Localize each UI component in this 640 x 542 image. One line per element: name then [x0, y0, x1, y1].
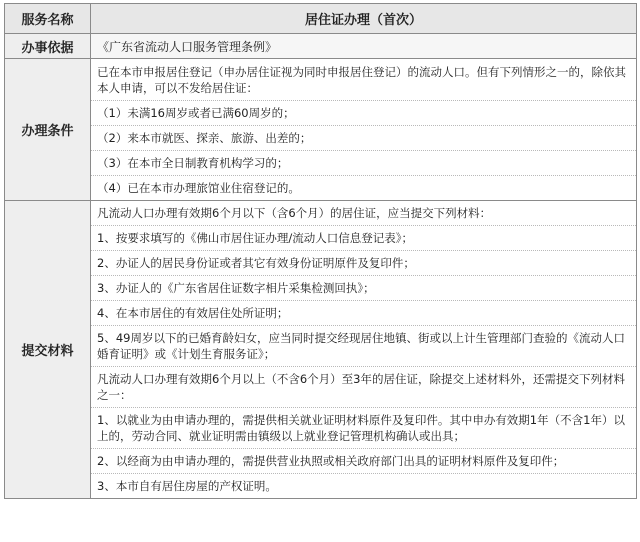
condition-item: （3）在本市全日制教育机构学习的； [91, 151, 636, 176]
material-item: 2、以经商为由申请办理的，需提供营业执照或相关政府部门出具的证明材料原件及复印件； [91, 449, 636, 474]
material-item: 1、按要求填写的《佛山市居住证办理/流动人口信息登记表》； [91, 226, 636, 251]
conditions-row [5, 59, 637, 201]
material-item: 2、办证人的居民身份证或者其它有效身份证明原件及复印件； [91, 251, 636, 276]
material-item: 凡流动人口办理有效期6个月以下（含6个月）的居住证，应当提交下列材料： [91, 201, 636, 226]
condition-item: （4）已在本市办理旅馆业住宿登记的。 [97, 181, 300, 195]
conditions-content [91, 59, 637, 201]
condition-item: 已在本市申报居住登记（申办居住证视为同时申报居住登记）的流动人口。但有下列情形之一的，除依其本人申请，可以不发给居住证： [91, 59, 636, 101]
condition-item: （2）来本市就医、探亲、旅游、出差的； [91, 126, 636, 151]
header-service-name-label: 服务名称 [5, 4, 91, 34]
material-item: 4、在本市居住的有效居住处所证明； [91, 301, 636, 326]
conditions-label: 办理条件 [5, 59, 91, 201]
basis-value: 《广东省流动人口服务管理条例》 [91, 34, 637, 59]
material-item: 1、以就业为由申请办理的，需提供相关就业证明材料原件及复印件。其中申办有效期1年（不含1年）以上的，劳动合同、就业证明需由镇级以上就业登记管理机构确认或出具； [91, 408, 636, 449]
basis-label: 办事依据 [5, 34, 91, 59]
header-row [5, 4, 637, 34]
material-item: 3、本市自有居住房屋的产权证明。 [97, 479, 277, 493]
materials-content [91, 201, 637, 499]
service-info-table [4, 3, 637, 499]
condition-item: （1）未满16周岁或者已满60周岁的； [91, 101, 636, 126]
material-item: 凡流动人口办理有效期6个月以上（不含6个月）至3年的居住证，除提交上述材料外，还需提交下列材料之一： [91, 367, 636, 408]
material-item: 5、49周岁以下的已婚育龄妇女，应当同时提交经现居住地镇、街或以上计生管理部门查验的《流动人口婚育证明》或《计划生育服务证》； [91, 326, 636, 367]
materials-row [5, 201, 637, 499]
basis-row [5, 34, 637, 59]
header-service-title: 居住证办理（首次） [91, 4, 637, 34]
material-item: 3、办证人的《广东省居住证数字相片采集检测回执》； [91, 276, 636, 301]
materials-label: 提交材料 [5, 201, 91, 499]
